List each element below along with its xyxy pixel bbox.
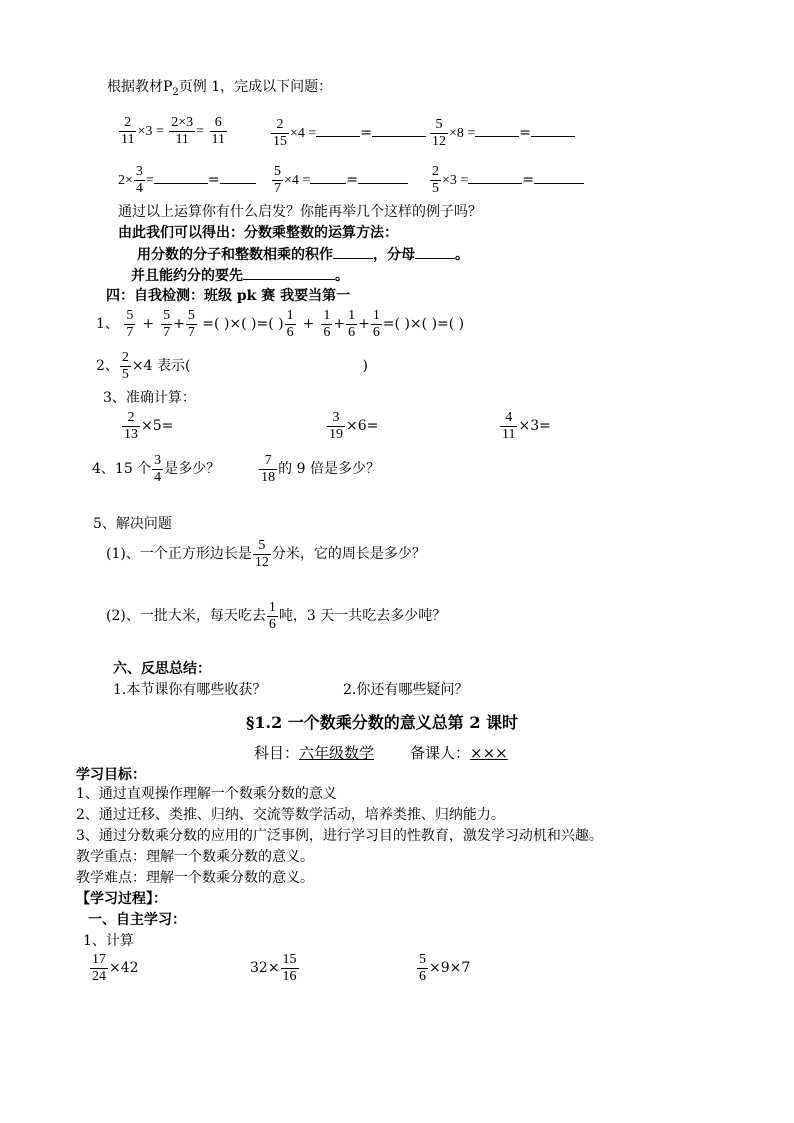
denominator: 4 (135, 180, 143, 196)
inspire-question: 通过以上运算你有什么启发？你能再举几个这样的例子吗？ (118, 204, 482, 220)
fraction (346, 308, 357, 341)
answer-blank[interactable] (220, 169, 256, 184)
fraction (186, 308, 197, 341)
operator: ×9×7 (429, 960, 471, 976)
example-2 (270, 114, 426, 153)
conclusion-text: 并且能约分的要先 (131, 268, 243, 284)
conclusion-text: 。 (335, 268, 349, 284)
problem-2 (96, 346, 368, 386)
denominator: 5 (432, 180, 439, 196)
denominator: 6 (348, 324, 356, 340)
operator: ×3= (518, 418, 551, 434)
expression: =( )×( )=( ) (202, 316, 284, 332)
denominator: 6 (419, 968, 426, 984)
preparer-value: ××× (470, 744, 508, 762)
denominator: 18 (261, 469, 276, 485)
problem-text: 4、15 个 (92, 461, 152, 477)
numerator: 3 (154, 452, 162, 468)
numerator: 2×3 (171, 114, 194, 130)
fraction (210, 115, 227, 148)
problem-5-1 (106, 534, 426, 574)
answer-blank[interactable] (372, 122, 426, 137)
denominator: 12 (254, 554, 269, 570)
preparer-label: 备课人： (410, 744, 471, 762)
operator: ×8 = (449, 126, 476, 141)
lesson-title: §1.2 一个数乘分数的意义总第 2 课时 (246, 713, 519, 732)
answer-blank[interactable] (475, 122, 519, 137)
problem-5-title: 5、解决问题 (93, 516, 172, 532)
denominator: 11 (502, 426, 516, 442)
numerator: 1 (286, 307, 294, 323)
numerator: 6 (210, 115, 227, 132)
example-3 (429, 114, 575, 153)
numerator: 2 (121, 349, 129, 365)
numerator: 5 (126, 307, 134, 323)
problem-3c (499, 406, 551, 446)
conclusion-text: 。 (455, 247, 469, 263)
operator: + (302, 316, 315, 332)
numerator: 1 (372, 307, 380, 323)
denominator: 7 (274, 180, 281, 196)
answer-blank[interactable] (531, 122, 575, 137)
fraction (327, 410, 345, 443)
answer-blank[interactable] (534, 169, 584, 184)
conclusion-rule (137, 244, 469, 265)
goal-item: 1、通过直观操作理解一个数乘分数的意义 (76, 786, 337, 802)
operator: = (522, 172, 535, 188)
numerator: 5 (253, 538, 271, 555)
answer-blank[interactable] (243, 265, 335, 280)
fraction (371, 308, 382, 341)
fraction (120, 350, 131, 383)
problem-text: 的 9 倍是多少？ (278, 461, 380, 477)
calc-b (250, 948, 300, 988)
denominator: 4 (154, 469, 162, 485)
fraction (253, 538, 271, 571)
operator: + (358, 316, 370, 332)
problem-1 (96, 304, 464, 344)
fraction (417, 952, 428, 985)
section-6-title: 六、反思总结： (113, 661, 211, 677)
operator: = (207, 172, 220, 188)
fraction (285, 308, 296, 341)
calc-c (416, 948, 470, 988)
answer-blank[interactable] (468, 169, 522, 184)
fraction (134, 164, 145, 197)
numerator: 1 (348, 307, 356, 323)
denominator: 7 (187, 324, 195, 340)
problem-number: 2、 (96, 358, 119, 374)
fraction (430, 117, 448, 150)
fraction (259, 453, 277, 486)
numerator: 5 (187, 307, 195, 323)
fraction (90, 952, 108, 985)
conclusion-reduce (131, 265, 349, 286)
numerator: 1 (323, 307, 331, 323)
operator: 32× (250, 960, 280, 976)
numerator: 2 (432, 163, 439, 179)
denominator: 6 (286, 324, 294, 340)
calc-a (89, 948, 139, 988)
numerator: 5 (430, 117, 448, 134)
example-1 (118, 112, 228, 151)
denominator: 7 (126, 324, 134, 340)
problem-3a (121, 406, 173, 446)
numerator: 4 (500, 410, 517, 427)
operator: = (196, 124, 205, 139)
answer-blank[interactable] (358, 169, 408, 184)
denominator: 16 (282, 968, 297, 984)
numerator: 15 (282, 951, 297, 967)
denominator: 11 (121, 131, 135, 147)
fraction (271, 117, 289, 150)
intro-rest: 页例 1，完成以下问题： (178, 79, 333, 95)
operator: ×6= (346, 418, 379, 434)
numerator: 7 (259, 453, 277, 470)
intro-subscript: 2 (172, 86, 179, 98)
intro-text: 根据教材P (107, 79, 173, 95)
fraction (124, 308, 135, 341)
problem-3b (326, 406, 378, 446)
numerator: 5 (274, 163, 281, 179)
problem-number: 1、 (96, 316, 119, 332)
fraction (267, 600, 278, 633)
conclusion-text: 用分数的分子和整数相乘的积作 (137, 247, 333, 263)
denominator: 24 (92, 968, 106, 984)
difficulty: 教学难点：理解一个数乘分数的意义。 (76, 870, 314, 886)
operator: 2× (118, 173, 133, 188)
denominator: 11 (175, 131, 189, 147)
goals-title: 学习目标： (76, 767, 146, 783)
operator: = (519, 125, 532, 141)
operator: = (360, 125, 373, 141)
denominator: 13 (124, 426, 138, 442)
numerator: 1 (268, 599, 276, 615)
fraction (169, 115, 195, 148)
problem-text: (2)、一批大米，每天吃去 (106, 608, 266, 624)
goal-item: 2、通过迁移、类推、归纳、交流等数学活动，培养类推、归纳能力。 (76, 807, 505, 823)
operator: ×3 = (442, 173, 469, 188)
section-4-title (106, 286, 350, 306)
problem-text: 吨，3 天一共吃去多少吨？ (278, 608, 447, 624)
goal-item: 3、通过分数乘分数的应用的广泛事例，进行学习目的性教育，激发学习动机和兴趣。 (76, 828, 603, 844)
answer-blank[interactable] (333, 244, 373, 259)
reflection-q1: 1.本节课你有哪些收获？ (113, 682, 267, 698)
example-5 (271, 161, 408, 200)
fraction (122, 410, 140, 443)
numerator: 2 (122, 410, 140, 427)
operator: + (333, 316, 346, 332)
example-4 (118, 161, 256, 200)
numerator: 5 (419, 951, 426, 967)
calc-title: 1、计算 (83, 933, 134, 949)
numerator: 17 (92, 951, 106, 967)
fraction (430, 164, 441, 197)
denominator: 19 (329, 426, 343, 442)
example-6 (429, 161, 584, 200)
conclusion-text: ，分母 (373, 247, 415, 263)
key-point: 教学重点：理解一个数乘分数的意义。 (76, 849, 314, 865)
subject-value: 六年级数学 (299, 744, 375, 762)
operator: = (145, 173, 154, 188)
operator: ×42 (109, 960, 139, 976)
denominator: 5 (121, 366, 129, 382)
fraction (272, 164, 283, 197)
problem-text: 分米，它的周长是多少？ (271, 546, 426, 562)
problem-5-2 (106, 596, 446, 636)
numerator: 2 (271, 117, 289, 134)
problem-text: ) (362, 358, 368, 374)
numerator: 2 (119, 115, 136, 132)
denominator: 6 (372, 324, 380, 340)
process-title: 【学习过程】： (76, 891, 167, 907)
operator: + (173, 316, 185, 332)
fraction (321, 308, 332, 341)
section-4-title-text: 四：自我检测：班级 pk 赛 我要当第一 (106, 288, 351, 304)
expression: =( )×( )=( ) (382, 316, 465, 332)
problem-4 (92, 449, 380, 489)
conclusion-heading: 由此我们可以得出：分数乘整数的运算方法： (118, 225, 398, 241)
operator: ×4 = (290, 126, 317, 141)
problem-3-title: 3、准确计算： (103, 390, 196, 406)
numerator: 3 (327, 410, 345, 427)
fraction (161, 308, 172, 341)
denominator: 12 (432, 133, 446, 149)
denominator: 15 (273, 133, 287, 149)
answer-blank[interactable] (154, 169, 208, 184)
problem-text: ×4 表示( (131, 358, 191, 374)
denominator: 6 (268, 616, 276, 632)
answer-blank[interactable] (310, 169, 346, 184)
reflection-q2: 2.你还有哪些疑问？ (343, 682, 469, 698)
denominator: 11 (211, 131, 225, 147)
subject-line (254, 742, 508, 764)
fraction (119, 115, 136, 148)
operator: ×4 = (284, 173, 311, 188)
problem-text: 是多少？ (164, 461, 221, 477)
operator: ×3 = (137, 124, 164, 139)
denominator: 6 (323, 324, 331, 340)
denominator: 7 (163, 324, 171, 340)
subject-label: 科目： (254, 744, 300, 762)
operator: = (346, 172, 359, 188)
answer-blank[interactable] (415, 244, 455, 259)
fraction (281, 952, 299, 985)
numerator: 3 (135, 163, 143, 179)
fraction (500, 410, 517, 443)
fraction (152, 453, 163, 486)
numerator: 5 (163, 307, 171, 323)
intro-line (107, 77, 332, 103)
operator: ×5= (141, 418, 174, 434)
operator: + (142, 316, 155, 332)
self-study-title: 一、自主学习： (88, 912, 186, 928)
answer-blank[interactable] (316, 122, 360, 137)
problem-text: (1)、一个正方形边长是 (106, 546, 252, 562)
